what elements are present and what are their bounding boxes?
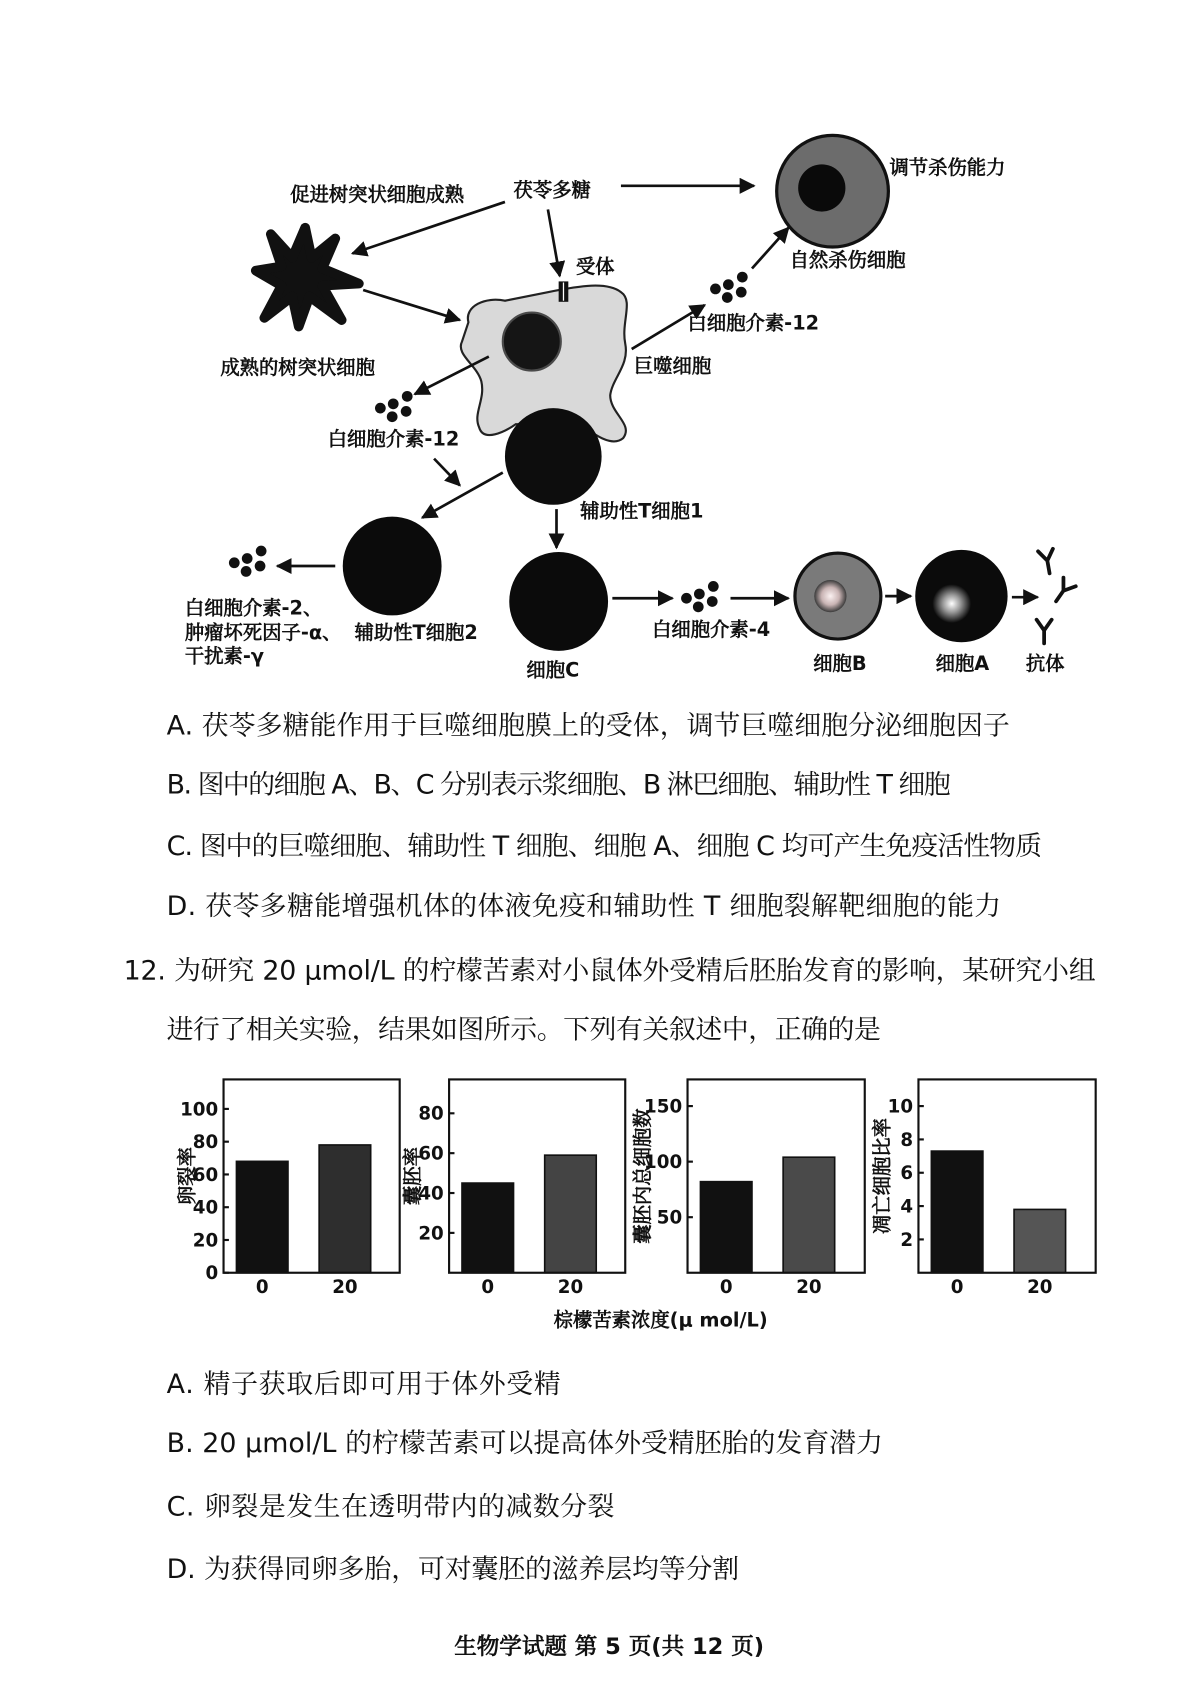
bar-20 xyxy=(783,1157,835,1273)
y-axis-label: 囊胚率 xyxy=(401,1147,425,1206)
helper-t-cell-2 xyxy=(343,517,442,616)
bar-20 xyxy=(1014,1209,1066,1272)
y-tick-label: 2 xyxy=(900,1229,914,1251)
label-receptor: 受体 xyxy=(575,254,615,278)
q12-option-c: C. 卵裂是发生在透明带内的减数分裂 xyxy=(166,1491,615,1523)
x-tick-label: 20 xyxy=(332,1277,358,1299)
x-tick-label: 0 xyxy=(950,1277,964,1299)
label-il2: 白细胞介素-2、 xyxy=(184,596,323,620)
cell-a-nucleus xyxy=(932,584,971,623)
label-th2: 辅助性T细胞2 xyxy=(354,621,478,645)
q11-option-c: C. 图中的巨噬细胞、辅助性 T 细胞、细胞 A、细胞 C 均可产生免疫活性物质 xyxy=(166,830,1042,862)
label-macrophage: 巨噬细胞 xyxy=(633,354,712,378)
q11-option-b: B. 图中的细胞 A、B、C 分别表示浆细胞、B 淋巴细胞、辅助性 T 细胞 xyxy=(166,769,951,801)
bar-0 xyxy=(236,1161,288,1272)
helper-t-cell-1 xyxy=(505,408,602,505)
q11-option-a: A. 茯苓多糖能作用于巨噬细胞膜上的受体，调节巨噬细胞分泌细胞因子 xyxy=(166,710,1010,742)
label-nk-cell: 自然杀伤细胞 xyxy=(789,248,906,272)
y-tick-label: 6 xyxy=(900,1163,914,1185)
bar-20 xyxy=(545,1155,597,1273)
label-regulate-kill: 调节杀伤能力 xyxy=(889,155,1006,179)
q12-stem-line2: 进行了相关实验，结果如图所示。下列有关叙述中，正确的是 xyxy=(166,1014,881,1046)
charts-x-axis-label: 棕檬苦素浓度(μ mol/L) xyxy=(553,1308,768,1332)
label-cell-a: 细胞A xyxy=(935,652,990,676)
y-tick-label: 80 xyxy=(418,1103,444,1125)
q12-option-b: B. 20 μmol/L 的柠檬苦素可以提高体外受精胚胎的发育潜力 xyxy=(166,1428,884,1460)
q12-option-d: D. 为获得同卵多胎，可对囊胚的滋养层均等分割 xyxy=(166,1553,740,1585)
cell-b-nucleus xyxy=(814,580,846,612)
y-tick-label: 40 xyxy=(418,1183,444,1205)
x-tick-label: 0 xyxy=(481,1277,495,1299)
page-footer: 生物学试题 第 5 页(共 12 页) xyxy=(454,1634,765,1661)
y-tick-label: 20 xyxy=(192,1230,219,1252)
label-polysaccharide: 茯苓多糖 xyxy=(513,178,591,202)
x-tick-label: 0 xyxy=(719,1277,733,1299)
y-tick-label: 4 xyxy=(900,1196,914,1218)
y-tick-label: 20 xyxy=(418,1223,444,1245)
y-tick-label: 60 xyxy=(192,1164,219,1186)
bar-0 xyxy=(462,1183,514,1273)
y-tick-label: 10 xyxy=(887,1096,914,1118)
bar-0 xyxy=(700,1182,752,1273)
x-tick-label: 20 xyxy=(796,1277,822,1299)
y-axis-label: 囊胚内总细胞数 xyxy=(630,1108,654,1244)
label-tnf: 肿瘤坏死因子-α、 xyxy=(184,621,342,645)
label-antibody: 抗体 xyxy=(1025,652,1065,676)
y-tick-label: 50 xyxy=(656,1207,683,1229)
label-il4: 白细胞介素-4 xyxy=(652,617,771,641)
label-cell-b: 细胞B xyxy=(813,652,867,676)
x-tick-label: 0 xyxy=(255,1277,269,1299)
y-tick-label: 60 xyxy=(418,1143,444,1165)
nk-cell-nucleus xyxy=(798,164,845,211)
y-tick-label: 80 xyxy=(192,1132,219,1154)
y-tick-label: 40 xyxy=(192,1197,219,1219)
bar-0 xyxy=(931,1151,983,1273)
macrophage-nucleus xyxy=(503,313,561,371)
label-cell-c: 细胞C xyxy=(526,658,580,682)
label-il12-right: 白细胞介素-12 xyxy=(687,311,820,335)
label-il12-left: 白细胞介素-12 xyxy=(327,427,460,451)
q12-stem-line1: 12. 为研究 20 μmol/L 的柠檬苦素对小鼠体外受精后胚胎发育的影响，某研究小组 xyxy=(123,955,1096,987)
label-mature-dc: 成熟的树突状细胞 xyxy=(220,355,375,379)
y-tick-label: 0 xyxy=(205,1263,219,1285)
x-tick-label: 20 xyxy=(1027,1277,1053,1299)
y-tick-label: 8 xyxy=(900,1129,914,1151)
y-axis-label: 凋亡细胞比率 xyxy=(870,1118,894,1235)
y-tick-label: 100 xyxy=(644,1152,683,1174)
cell-c xyxy=(509,552,608,651)
label-promote-dc: 促进树突状细胞成熟 xyxy=(290,182,465,206)
label-ifn: 干扰素-γ xyxy=(184,644,265,668)
q11-option-d: D. 茯苓多糖能增强机体的体液免疫和辅助性 T 细胞裂解靶细胞的能力 xyxy=(166,891,1002,923)
bar-20 xyxy=(319,1145,371,1273)
y-tick-label: 100 xyxy=(180,1099,219,1121)
y-axis-label: 卵裂率 xyxy=(175,1147,199,1206)
q12-option-a: A. 精子获取后即可用于体外受精 xyxy=(166,1369,561,1401)
label-th1: 辅助性T细胞1 xyxy=(580,499,704,523)
x-tick-label: 20 xyxy=(557,1277,584,1299)
y-tick-label: 150 xyxy=(644,1096,683,1118)
